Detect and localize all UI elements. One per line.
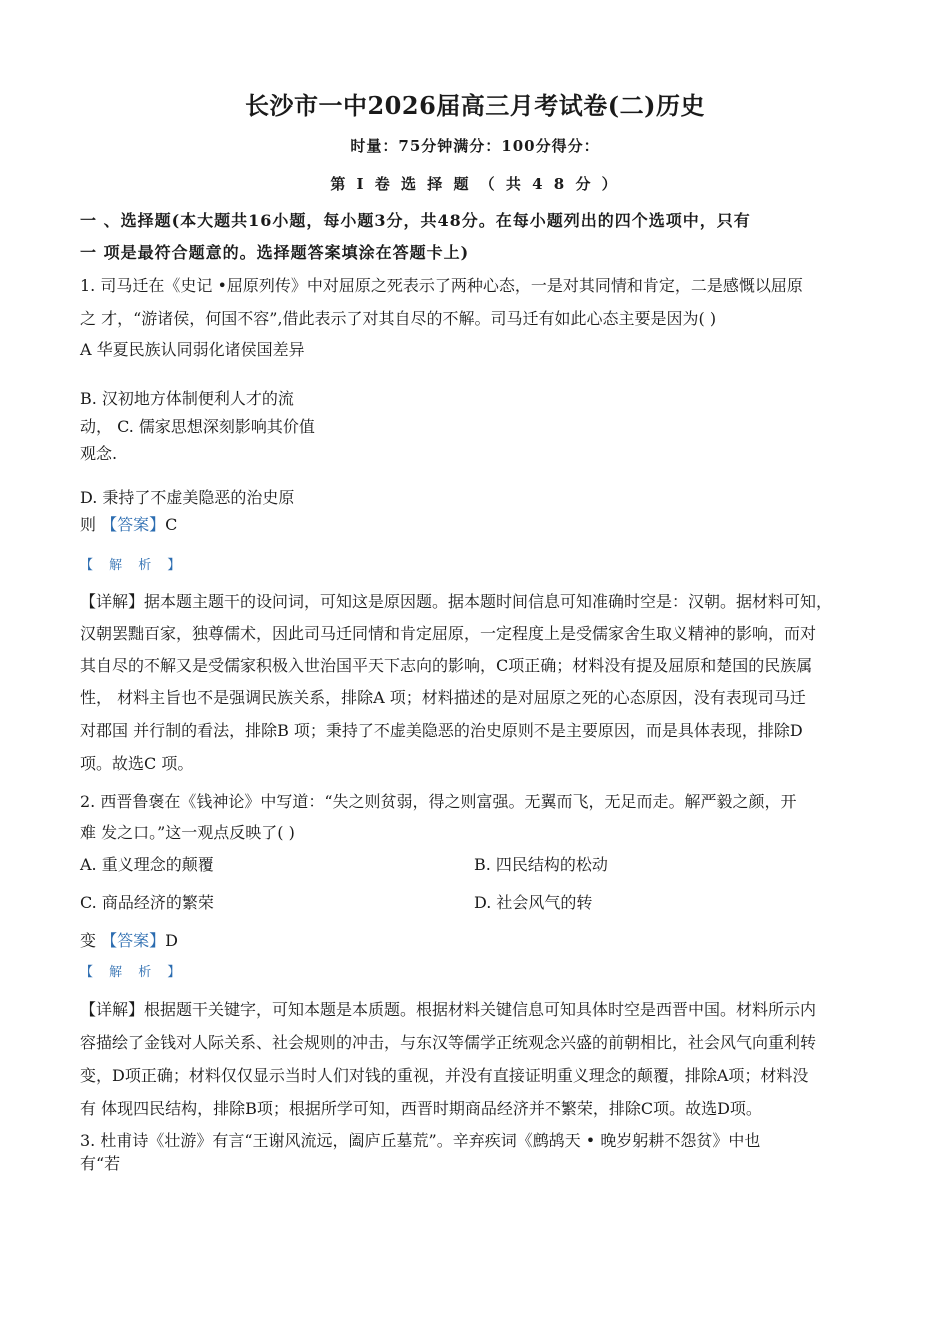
q2-detail-line: 【详解】根据题干关键字，可知本题是本质题。根据材料关键信息可知具体时空是西晋中国。材料所示内 — [80, 1000, 817, 1019]
q2-answer: D — [165, 931, 178, 950]
q2-answer-line — [80, 931, 178, 951]
q1-answer-tag: 【答案】 — [101, 515, 166, 534]
instructions-line-1: 一 、选择题(本大题共16小题，每小题3分，共48分。在每小题列出的四个选项中，只有 — [80, 211, 751, 230]
q1-option-c-end: 观念. — [80, 444, 118, 463]
q1-detail-line: 【详解】据本题主题干的设问词，可知这是原因题。据本题时间信息可知准确时空是：汉朝。据材料可知， — [80, 592, 833, 611]
q1-option-a: A 华夏民族认同弱化诸侯国差异 — [80, 340, 305, 359]
q2-stem-line-1: 2. 西晋鲁褒在《钱神论》中写道：“失之则贫弱，得之则富强。无翼而飞，无足而走。解严毅之颜，开 — [80, 792, 797, 811]
q2-detail-line: 有 体现四民结构，排除B项；根据所学可知，西晋时期商品经济并不繁荣，排除C项。故选D项。 — [80, 1099, 762, 1118]
q2-option-d-end: 变 — [80, 931, 102, 950]
q1-detail-line: 性， 材料主旨也不是强调民族关系，排除A 项；材料描述的是对屈原之死的心态原因，没有表现司马迁 — [80, 688, 806, 707]
q1-stem-line-1: 1. 司马迁在《史记 •屈原列传》中对屈原之死表示了两种心态，一是对其同情和肯定，二是感慨以屈原 — [80, 276, 803, 295]
instructions-line-2: 一 项是最符合题意的。选择题答案填涂在答题卡上) — [80, 243, 470, 262]
q1-analysis-tag: 【 解 析 】 — [80, 558, 187, 573]
q2-detail-line: 变，D项正确；材料仅仅显示当时人们对钱的重视，并没有直接证明重义理念的颠覆，排除A项；材料没 — [80, 1066, 809, 1085]
q1-detail-line: 汉朝罢黜百家，独尊儒术，因此司马迁同情和肯定屈原，一定程度上是受儒家舍生取义精神的影响，而对 — [80, 624, 817, 643]
q1-answer: C — [165, 515, 178, 534]
q1-detail-line: 其自尽的不解又是受儒家积极入世治国平天下志向的影响，C项正确；材料没有提及屈原和楚国的民族属 — [80, 656, 813, 675]
q1-option-b-c: 动， C. 儒家思想深刻影响其价值 — [80, 417, 315, 436]
section-heading: 第 I 卷 选 择 题 （ 共 4 8 分 ） — [330, 175, 620, 193]
page-title: 长沙市一中2026届高三月考试卷(二)历史 — [244, 91, 705, 120]
q2-answer-tag: 【答案】 — [101, 931, 166, 950]
q2-option-c: C. 商品经济的繁荣 — [80, 893, 214, 912]
q2-option-b: B. 四民结构的松动 — [474, 855, 608, 874]
q2-analysis-tag: 【 解 析 】 — [80, 965, 187, 980]
q2-detail-line: 容描绘了金钱对人际关系、社会规则的冲击，与东汉等儒学正统观念兴盛的前朝相比，社会风气向重利转 — [80, 1033, 817, 1052]
q2-stem-line-2: 难 发之口。”这一观点反映了( ) — [80, 823, 295, 842]
exam-meta: 时量：75分钟满分：100分得分： — [350, 137, 600, 155]
q1-option-d: D. 秉持了不虚美隐恶的治史原 — [80, 488, 295, 507]
q2-option-d: D. 社会风气的转 — [474, 893, 593, 912]
q1-detail-line: 项。故选C 项。 — [80, 754, 194, 773]
q3-stem-line-1: 3. 杜甫诗《壮游》有言“王谢风流远，阖庐丘墓荒”。辛弃疾词《鹧鸪天 • 晚岁躬耕不怨贫》中也 — [80, 1131, 761, 1150]
q1-detail-line: 对郡国 并行制的看法，排除B 项；秉持了不虚美隐恶的治史原则不是主要原因，而是具体表现，排除D — [80, 721, 803, 740]
q1-option-d-end: 则 — [80, 515, 102, 534]
q1-option-b: B. 汉初地方体制便利人才的流 — [80, 389, 294, 408]
q2-option-a: A. 重义理念的颠覆 — [80, 855, 214, 874]
q1-answer-line — [80, 515, 177, 535]
q3-stem-line-2: 有“若 — [80, 1154, 121, 1173]
q1-stem-line-2: 之 才，“游诸侯，何国不容”,借此表示了对其自尽的不解。司马迁有如此心态主要是因为( ) — [80, 309, 717, 328]
